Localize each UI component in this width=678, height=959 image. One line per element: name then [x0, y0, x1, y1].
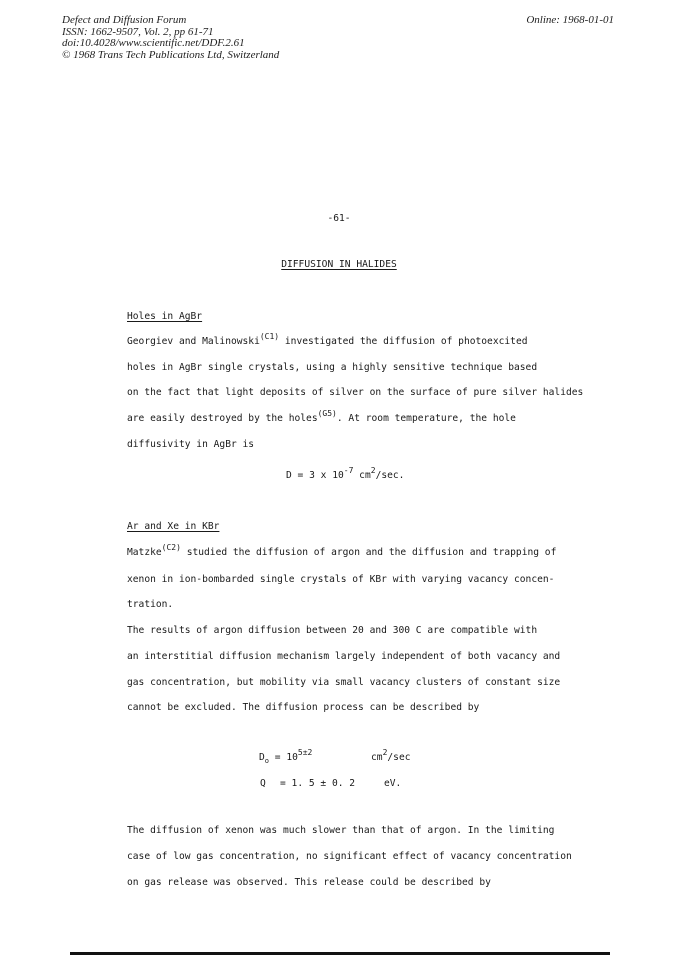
eq-unit-tail: /sec: [387, 752, 411, 763]
paragraph-line: gas concentration, but mobility via small vacancy clusters of constant size: [127, 677, 561, 688]
online-date: Online: 1968-01-01: [526, 14, 614, 26]
reference-g5[interactable]: (G5): [317, 409, 337, 418]
eq-lhs: D = 3 x 10: [286, 470, 344, 481]
equation-diffusivity: [286, 466, 405, 481]
eq-exponent: 5±2: [297, 748, 313, 757]
equation-q-unit: eV.: [384, 778, 402, 789]
doi-line[interactable]: doi:10.4028/www.scientific.net/DDF.2.61: [62, 37, 245, 49]
paragraph-line: on the fact that light deposits of silver on the surface of pure silver halides: [127, 387, 584, 398]
paragraph-line: case of low gas concentration, no significant effect of vacancy concentration: [127, 851, 572, 862]
paragraph-line: holes in AgBr single crystals, using a highly sensitive technique based: [127, 362, 538, 373]
eq-unit-exponent: 2: [382, 748, 388, 757]
reference-c1[interactable]: (C1): [259, 332, 280, 341]
paragraph-line: The diffusion of xenon was much slower than that of argon. In the limiting: [127, 825, 555, 836]
paragraph-line: on gas release was observed. This release could be described by: [127, 877, 491, 888]
text-run: studied the diffusion of argon and the diffusion and trapping of: [180, 547, 557, 558]
equation-q-rhs: = 1. 5 ± 0. 2: [280, 778, 356, 789]
copyright-line: © 1968 Trans Tech Publications Ltd, Switzerland: [62, 48, 280, 61]
paragraph-line: The results of argon diffusion between 20 and 300 C are compatible with: [127, 625, 538, 636]
journal-name: Defect and Diffusion Forum: [62, 14, 187, 26]
paragraph-line: [127, 332, 528, 347]
section-heading-holes: Holes in AgBr: [127, 311, 203, 322]
issn-line: ISSN: 1662-9507, Vol. 2, pp 61-71: [62, 25, 214, 38]
eq-exponent: -7: [343, 466, 354, 475]
paragraph-line: xenon in ion-bombarded single crystals of KBr with varying vacancy concen-: [127, 574, 555, 585]
text-run: Georgiev and Malinowski: [127, 336, 260, 347]
journal-header: [62, 15, 279, 61]
eq-subscript: o: [264, 757, 269, 765]
paragraph-line: diffusivity in AgBr is: [127, 439, 255, 450]
equation-q: [260, 778, 266, 789]
text-run: are easily destroyed by the holes: [127, 413, 318, 424]
eq-lhs: Q: [260, 778, 266, 789]
text-run: Matzke: [127, 547, 162, 558]
text-run: investigated the diffusion of photoexcited: [279, 336, 528, 347]
eq-unit-tail: /sec.: [375, 470, 405, 481]
reference-c2[interactable]: (C2): [161, 543, 181, 552]
paragraph-line: cannot be excluded. The diffusion process can be described by: [127, 702, 480, 713]
eq-symbol: D: [259, 752, 265, 763]
paragraph-line: tration.: [127, 599, 174, 610]
text-run: . At room temperature, the hole: [336, 413, 516, 424]
eq-unit: cm: [353, 470, 371, 481]
equation-d0: [259, 748, 313, 765]
paragraph-line: [127, 409, 516, 424]
footer-rule: [70, 952, 610, 955]
paragraph-line: an interstitial diffusion mechanism largely independent of both vacancy and: [127, 651, 561, 662]
eq-equals: = 10: [269, 752, 298, 763]
paragraph-line: [127, 543, 557, 558]
eq-unit: cm: [371, 752, 383, 763]
page-number: -61-: [327, 213, 351, 224]
equation-d0-unit: [371, 748, 411, 763]
section-heading-ar-xe: Ar and Xe in KBr: [127, 521, 220, 532]
eq-unit-exponent: 2: [370, 466, 376, 475]
page-title: DIFFUSION IN HALIDES: [281, 259, 397, 270]
